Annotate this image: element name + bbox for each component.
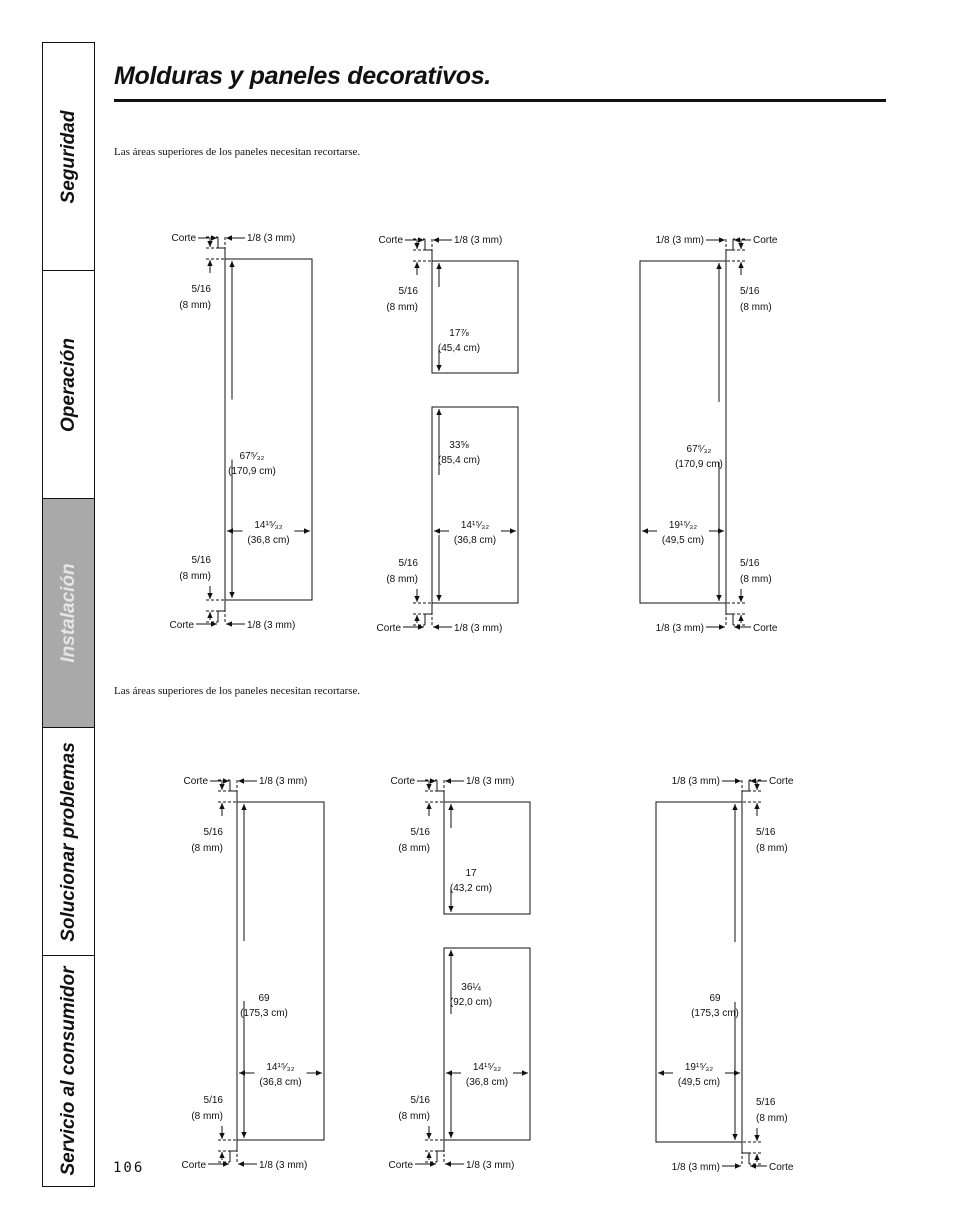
eight-mm-label: (8 mm) bbox=[740, 574, 772, 585]
width-dimension: 14¹⁵⁄₃₂ bbox=[266, 1062, 295, 1073]
eight-mm-label: (8 mm) bbox=[179, 300, 211, 311]
five-sixteenths-label: 5/16 bbox=[410, 1095, 430, 1106]
eighth-label: 1/8 (3 mm) bbox=[466, 776, 515, 787]
page-number: 106 bbox=[113, 1160, 145, 1176]
corte-label: Corte bbox=[183, 776, 208, 787]
eighth-label: 1/8 (3 mm) bbox=[671, 1162, 720, 1173]
eighth-label: 1/8 (3 mm) bbox=[655, 235, 704, 246]
eighth-label: 1/8 (3 mm) bbox=[259, 776, 308, 787]
eight-mm-label: (8 mm) bbox=[740, 302, 772, 313]
height-dimension-cm: (170,9 cm) bbox=[228, 466, 276, 477]
panel-outline bbox=[640, 261, 726, 603]
panel-g1-mid-top bbox=[379, 235, 518, 373]
eight-mm-label: (8 mm) bbox=[191, 843, 223, 854]
corte-label: Corte bbox=[171, 233, 196, 244]
tab-servicio-al-consumidor-label: Servicio al consumidor bbox=[57, 966, 79, 1176]
five-sixteenths-label: 5/16 bbox=[756, 1097, 776, 1108]
width-dimension-cm: (36,8 cm) bbox=[465, 1077, 509, 1088]
height-dimension: 33⅝ bbox=[449, 440, 469, 451]
height-dimension: 69 bbox=[709, 993, 721, 1004]
eight-mm-label: (8 mm) bbox=[386, 574, 418, 585]
width-dimension-cm: (49,5 cm) bbox=[677, 1077, 721, 1088]
eighth-label: 1/8 (3 mm) bbox=[454, 623, 503, 634]
height-dimension-cm: (45,4 cm) bbox=[437, 343, 481, 354]
height-dimension-cm: (43,2 cm) bbox=[449, 883, 493, 894]
five-sixteenths-label: 5/16 bbox=[191, 555, 211, 566]
width-dimension-cm: (36,8 cm) bbox=[453, 535, 497, 546]
panel-outline bbox=[237, 802, 324, 1140]
height-dimension: 17⅞ bbox=[449, 328, 469, 339]
corte-label: Corte bbox=[376, 623, 401, 634]
tab-instalacion-label: Instalación bbox=[57, 563, 79, 663]
height-dimension: 69 bbox=[258, 993, 270, 1004]
width-dimension: 14¹⁵⁄₃₂ bbox=[472, 1062, 502, 1073]
corte-label: Corte bbox=[753, 235, 778, 246]
eighth-label: 1/8 (3 mm) bbox=[466, 1160, 515, 1171]
panel-outline bbox=[444, 948, 530, 1140]
corte-label: Corte bbox=[769, 776, 794, 787]
instruction-text-1: Las áreas superiores de los paneles necesitan recortarse. bbox=[114, 146, 361, 158]
width-dimension-cm: (49,5 cm) bbox=[661, 535, 705, 546]
height-dimension: 67⁵⁄₃₂ bbox=[686, 444, 712, 455]
five-sixteenths-label: 5/16 bbox=[740, 558, 760, 569]
panel-outline bbox=[432, 407, 518, 603]
eight-mm-label: (8 mm) bbox=[756, 843, 788, 854]
panel-g1-right bbox=[640, 235, 778, 634]
five-sixteenths-label: 5/16 bbox=[740, 286, 760, 297]
panel-g2-right bbox=[656, 776, 794, 1173]
eight-mm-label: (8 mm) bbox=[179, 571, 211, 582]
width-dimension: 14¹⁵⁄₃₂ bbox=[460, 520, 490, 531]
eighth-label: 1/8 (3 mm) bbox=[259, 1160, 308, 1171]
width-dimension: 14¹⁵⁄₃₂ bbox=[254, 520, 283, 531]
height-dimension: 67⁵⁄₃₂ bbox=[239, 451, 265, 462]
five-sixteenths-label: 5/16 bbox=[203, 1095, 223, 1106]
panel-outline bbox=[225, 259, 312, 600]
eight-mm-label: (8 mm) bbox=[756, 1113, 788, 1124]
tab-solucionar-problemas-label: Solucionar problemas bbox=[57, 741, 79, 942]
corte-label: Corte bbox=[769, 1162, 794, 1173]
corte-label: Corte bbox=[390, 776, 415, 787]
corte-label: Corte bbox=[181, 1160, 206, 1171]
instruction-text-2: Las áreas superiores de los paneles necesitan recortarse. bbox=[114, 685, 361, 697]
five-sixteenths-label: 5/16 bbox=[756, 827, 776, 838]
eighth-label: 1/8 (3 mm) bbox=[655, 623, 704, 634]
corte-label: Corte bbox=[753, 623, 778, 634]
eight-mm-label: (8 mm) bbox=[398, 843, 430, 854]
height-dimension: 17 bbox=[465, 868, 477, 879]
panel-outline bbox=[444, 802, 530, 914]
five-sixteenths-label: 5/16 bbox=[203, 827, 223, 838]
eighth-label: 1/8 (3 mm) bbox=[247, 233, 296, 244]
eighth-label: 1/8 (3 mm) bbox=[671, 776, 720, 787]
height-dimension-cm: (175,3 cm) bbox=[691, 1008, 739, 1019]
width-dimension-cm: (36,8 cm) bbox=[259, 1077, 302, 1088]
five-sixteenths-label: 5/16 bbox=[398, 558, 418, 569]
height-dimension-cm: (175,3 cm) bbox=[240, 1008, 288, 1019]
panel-g2-mid-bottom bbox=[389, 948, 530, 1171]
height-dimension-cm: (92,0 cm) bbox=[449, 997, 493, 1008]
panel-g2-left bbox=[182, 776, 324, 1171]
five-sixteenths-label: 5/16 bbox=[191, 284, 211, 295]
eight-mm-label: (8 mm) bbox=[398, 1111, 430, 1122]
height-dimension-cm: (170,9 cm) bbox=[675, 459, 723, 470]
width-dimension-cm: (36,8 cm) bbox=[247, 535, 290, 546]
corte-label: Corte bbox=[169, 620, 194, 631]
tab-operacion-label: Operación bbox=[57, 337, 79, 432]
width-dimension: 19¹⁵⁄₃₂ bbox=[684, 1062, 714, 1073]
tab-seguridad-label: Seguridad bbox=[57, 110, 79, 203]
panel-outline bbox=[656, 802, 742, 1142]
eighth-label: 1/8 (3 mm) bbox=[454, 235, 503, 246]
eighth-label: 1/8 (3 mm) bbox=[247, 620, 296, 631]
panel-g1-mid-bottom bbox=[377, 407, 518, 634]
eight-mm-label: (8 mm) bbox=[191, 1111, 223, 1122]
five-sixteenths-label: 5/16 bbox=[398, 286, 418, 297]
five-sixteenths-label: 5/16 bbox=[410, 827, 430, 838]
height-dimension-cm: (85,4 cm) bbox=[437, 455, 481, 466]
panel-g1-left bbox=[170, 233, 312, 631]
panel-outline bbox=[432, 261, 518, 373]
panel-g2-mid-top bbox=[391, 776, 530, 914]
corte-label: Corte bbox=[378, 235, 403, 246]
page-title: Molduras y paneles decorativos. bbox=[114, 62, 491, 90]
corte-label: Corte bbox=[388, 1160, 413, 1171]
width-dimension: 19¹⁵⁄₃₂ bbox=[668, 520, 698, 531]
eight-mm-label: (8 mm) bbox=[386, 302, 418, 313]
height-dimension: 36¼ bbox=[461, 982, 481, 993]
